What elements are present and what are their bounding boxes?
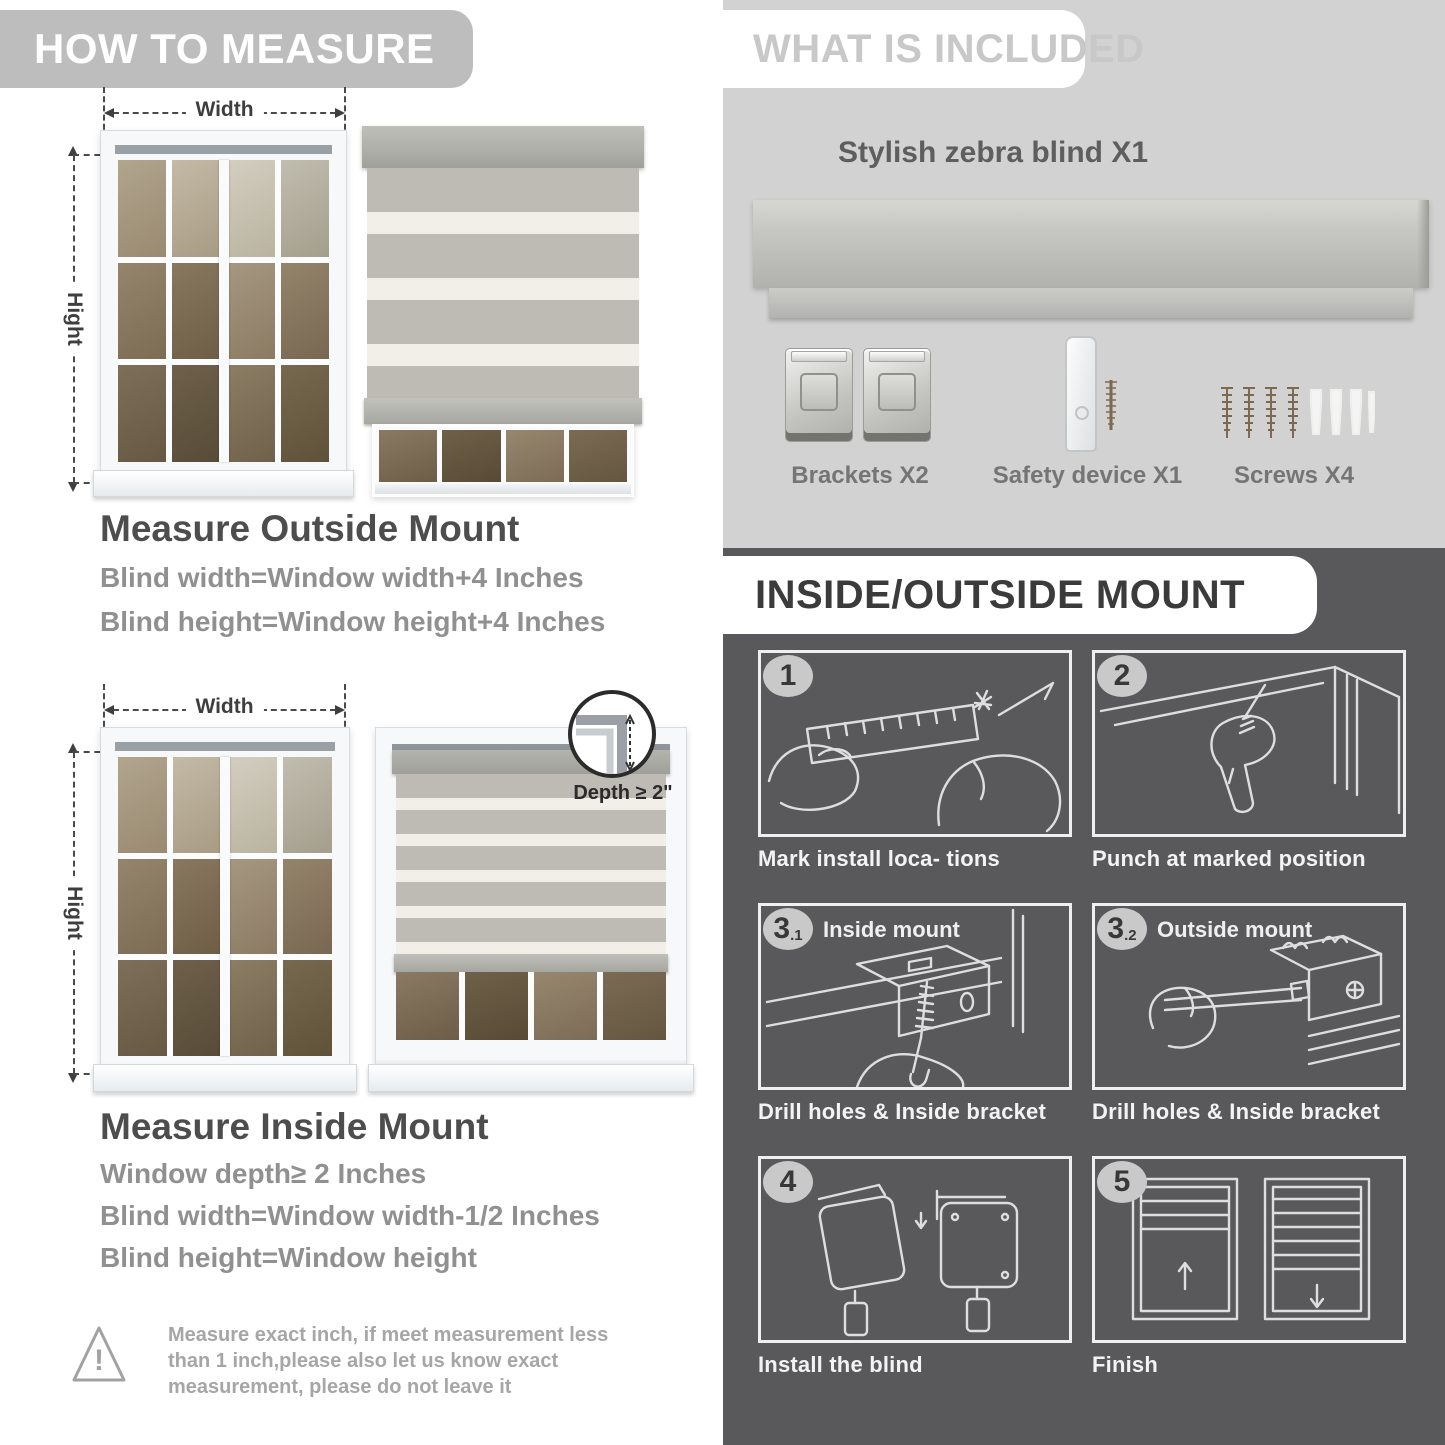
depth-label: Depth ≥ 2" (573, 782, 673, 804)
window-pane (118, 365, 166, 462)
step-number-badge (763, 908, 813, 950)
step-4-box (758, 1156, 1072, 1343)
window-with-inside-blind (375, 727, 687, 1071)
height-label: Hight (62, 876, 86, 950)
inside-width-formula: Blind width=Window width-1/2 Inches (100, 1200, 600, 1231)
frame-corner-detail (572, 694, 652, 774)
step-number: 2 (1113, 659, 1131, 692)
step-2-box (1092, 650, 1406, 837)
blind-bottom-rail (364, 398, 642, 424)
window-pane (396, 972, 459, 1040)
window-sill (93, 1064, 357, 1092)
window-panes (396, 972, 666, 1040)
window-pane (227, 160, 275, 257)
step-3-2-box (1092, 903, 1406, 1090)
step-2 (1092, 650, 1406, 872)
note-line-2: than 1 inch,please also let us know exact (168, 1350, 559, 1372)
window-pane (228, 859, 277, 955)
small-screw-icon (1099, 376, 1123, 436)
width-label: Width (185, 695, 263, 719)
width-label: Width (185, 98, 263, 122)
note-line-1: Measure exact inch, if meet measurement less (168, 1324, 609, 1346)
window-pane (172, 160, 220, 257)
step-caption: Drill holes & Inside bracket (758, 1099, 1047, 1124)
window-pane (228, 757, 277, 853)
window-panes (379, 430, 627, 482)
screws-label: Screws X4 (1233, 462, 1355, 489)
blind-headrail (362, 126, 644, 168)
window-pane (227, 365, 275, 462)
window-pane (118, 160, 166, 257)
step-subnumber: .1 (790, 926, 803, 944)
outside-height-formula: Blind height=Window height+4 Inches (100, 606, 606, 637)
warning-triangle-icon (70, 1320, 128, 1393)
step-3-2 (1092, 903, 1406, 1125)
window-pane (506, 430, 564, 482)
step-number-badge (763, 655, 813, 697)
window-pane (281, 263, 329, 360)
window-pane (173, 757, 222, 853)
inside-mount-heading: Measure Inside Mount (100, 1106, 489, 1147)
window-pane (281, 160, 329, 257)
window-pane (283, 859, 332, 955)
step-number: 1 (779, 659, 797, 692)
step-4 (758, 1156, 1072, 1378)
arrowhead-left-icon (104, 108, 114, 118)
step-number-badge (763, 1161, 813, 1203)
window-illustration (100, 727, 350, 1071)
height-dimension-arrow (62, 743, 86, 1083)
window-pane (227, 263, 275, 360)
window-pane (118, 960, 167, 1056)
step-title: Inside mount (823, 917, 960, 942)
zebra-blind-headrail-photo (753, 200, 1429, 288)
step-number: 5 (1113, 1165, 1131, 1198)
window-lintel (115, 742, 335, 751)
screws-and-anchors-icon (1219, 380, 1375, 444)
window-pane (118, 859, 167, 955)
step-5-box (1092, 1156, 1406, 1343)
safety-device-label: Safety device X1 (992, 462, 1183, 489)
height-label: Hight (62, 282, 86, 356)
window-sill (368, 1064, 694, 1092)
window-pane (442, 430, 500, 482)
window-center-divider (219, 160, 229, 462)
what-is-included-banner: WHAT IS INCLUDED (723, 10, 1085, 88)
window-pane (281, 365, 329, 462)
step-subnumber: .2 (1124, 926, 1137, 944)
inside-outside-mount-banner: INSIDE/OUTSIDE MOUNT (723, 556, 1317, 634)
what-is-included-section (723, 0, 1445, 548)
brackets-label: Brackets X2 (791, 462, 929, 489)
zebra-blind-outside-mount (362, 126, 644, 497)
window-pane (379, 430, 437, 482)
window-pane (118, 757, 167, 853)
svg-text:!: ! (94, 1344, 104, 1377)
step-caption: Punch at marked position (1092, 846, 1366, 871)
arrowhead-left-icon (104, 705, 114, 715)
inside-height-formula: Blind height=Window height (100, 1242, 477, 1273)
window-lintel (115, 145, 332, 154)
height-dimension-arrow (62, 146, 86, 492)
window-illustration (100, 130, 347, 477)
step-1-box (758, 650, 1072, 837)
bracket-icon (863, 348, 931, 442)
note-line-3: measurement, please do not leave it (168, 1376, 512, 1398)
window-pane (172, 263, 220, 360)
window-pane (465, 972, 528, 1040)
product-title: Stylish zebra blind X1 (837, 136, 1149, 169)
inside-depth-formula: Window depth≥ 2 Inches (100, 1158, 427, 1189)
window-pane (569, 430, 627, 482)
window-pane (228, 960, 277, 1056)
safety-device-icon (1065, 336, 1097, 452)
how-to-measure-banner: HOW TO MEASURE (0, 10, 473, 88)
window-pane (173, 960, 222, 1056)
window-pane (173, 859, 222, 955)
step-1 (758, 650, 1072, 872)
window-center-divider (220, 757, 230, 1056)
window-pane (283, 757, 332, 853)
width-dimension-arrow (104, 98, 345, 125)
bracket-icon (785, 348, 853, 442)
step-5 (1092, 1156, 1406, 1378)
step-caption: Install the blind (758, 1352, 923, 1377)
step-number-badge (1097, 1161, 1147, 1203)
step-caption: Finish (1092, 1352, 1158, 1377)
measure-note (168, 1322, 608, 1400)
step-number: 4 (779, 1165, 797, 1198)
step-number-badge (1097, 908, 1147, 950)
step-caption: Mark install loca- tions (758, 846, 1000, 871)
window-sill (93, 470, 354, 497)
outside-width-formula: Blind width=Window width+4 Inches (100, 562, 584, 593)
width-dimension-arrow (104, 695, 345, 722)
window-pane (172, 365, 220, 462)
step-number: 3 (773, 912, 791, 945)
window-sill (375, 484, 631, 494)
window-bottom-behind-blind (372, 424, 634, 497)
step-3-1-box (758, 903, 1072, 1090)
step-number: 3 (1107, 912, 1125, 945)
window-pane (603, 972, 666, 1040)
window-pane (283, 960, 332, 1056)
zebra-blind-headrail-lip (769, 288, 1413, 318)
step-number-badge (1097, 655, 1147, 697)
window-pane (534, 972, 597, 1040)
step-title: Outside mount (1157, 917, 1313, 942)
inside-outside-mount-section (723, 548, 1445, 1445)
window-pane (118, 263, 166, 360)
zebra-fabric (367, 168, 639, 398)
outside-mount-heading: Measure Outside Mount (100, 508, 520, 549)
step-3-1 (758, 903, 1072, 1125)
blind-bottom-rail (394, 954, 668, 972)
depth-magnifier-icon (568, 690, 656, 778)
step-caption: Drill holes & Inside bracket (1092, 1099, 1381, 1124)
